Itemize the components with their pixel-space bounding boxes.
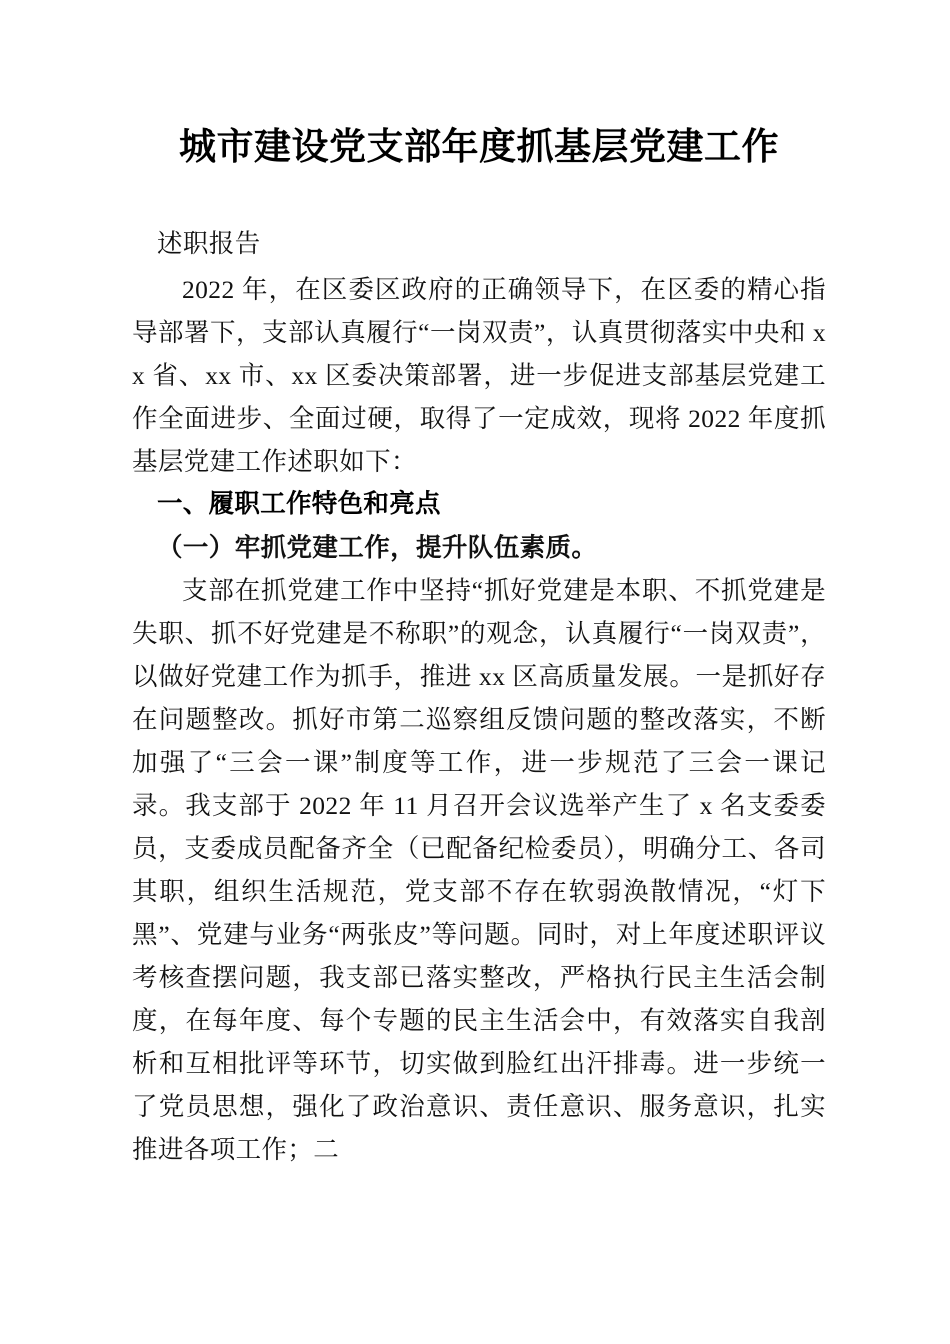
page-title: 城市建设党支部年度抓基层党建工作 xyxy=(179,127,779,168)
intro-paragraph: 2022 年，在区委区政府的正确领导下，在区委的精心指导部署下，支部认真履行“一岗双责”，认真贯彻落实中央和 xx 省、xx 市、xx 区委决策部署，进一步促进支部基层党建工作全面进步、全面过硬，取得了一定成效，现将 2022 年度抓基层党建工作述职如下： xyxy=(132,275,826,476)
document-content-column xyxy=(132,0,826,1171)
report-type-label: 述职报告 xyxy=(157,229,261,258)
subsection-one-body-paragraph: 支部在抓党建工作中坚持“抓好党建是本职、不抓党建是失职、抓不好党建是不称职”的观念，认真履行“一岗双责”，以做好党建工作为抓手，推进 xx 区高质量发展。一是抓好存在问题整改。抓好市第二巡察组反馈问题的整改落实，不断加强了“三会一课”制度等工作，进一步规范了三会一课记录。我支部于 2022 年 11 月召开会议选举产生了 x 名支委委员，支委成员配备齐全（已配备纪检委员），明确分工、各司其职，组织生活规范，党支部不存在软弱涣散情况，“灯下黑”、党建与业务“两张皮”等问题。同时，对上年度述职评议考核查摆问题，我支部已落实整改，严格执行民主生活会制度，在每年度、每个专题的民主生活会中，有效落实自我剖析和互相批评等环节，切实做到脸红出汗排毒。进一步统一了党员思想，强化了政治意识、责任意识、服务意识，扎实推进各项工作；二 xyxy=(132,576,826,1164)
subsection-heading-one: （一）牢抓党建工作，提升队伍素质。 xyxy=(157,533,598,562)
section-heading-one: 一、履职工作特色和亮点 xyxy=(157,490,441,518)
